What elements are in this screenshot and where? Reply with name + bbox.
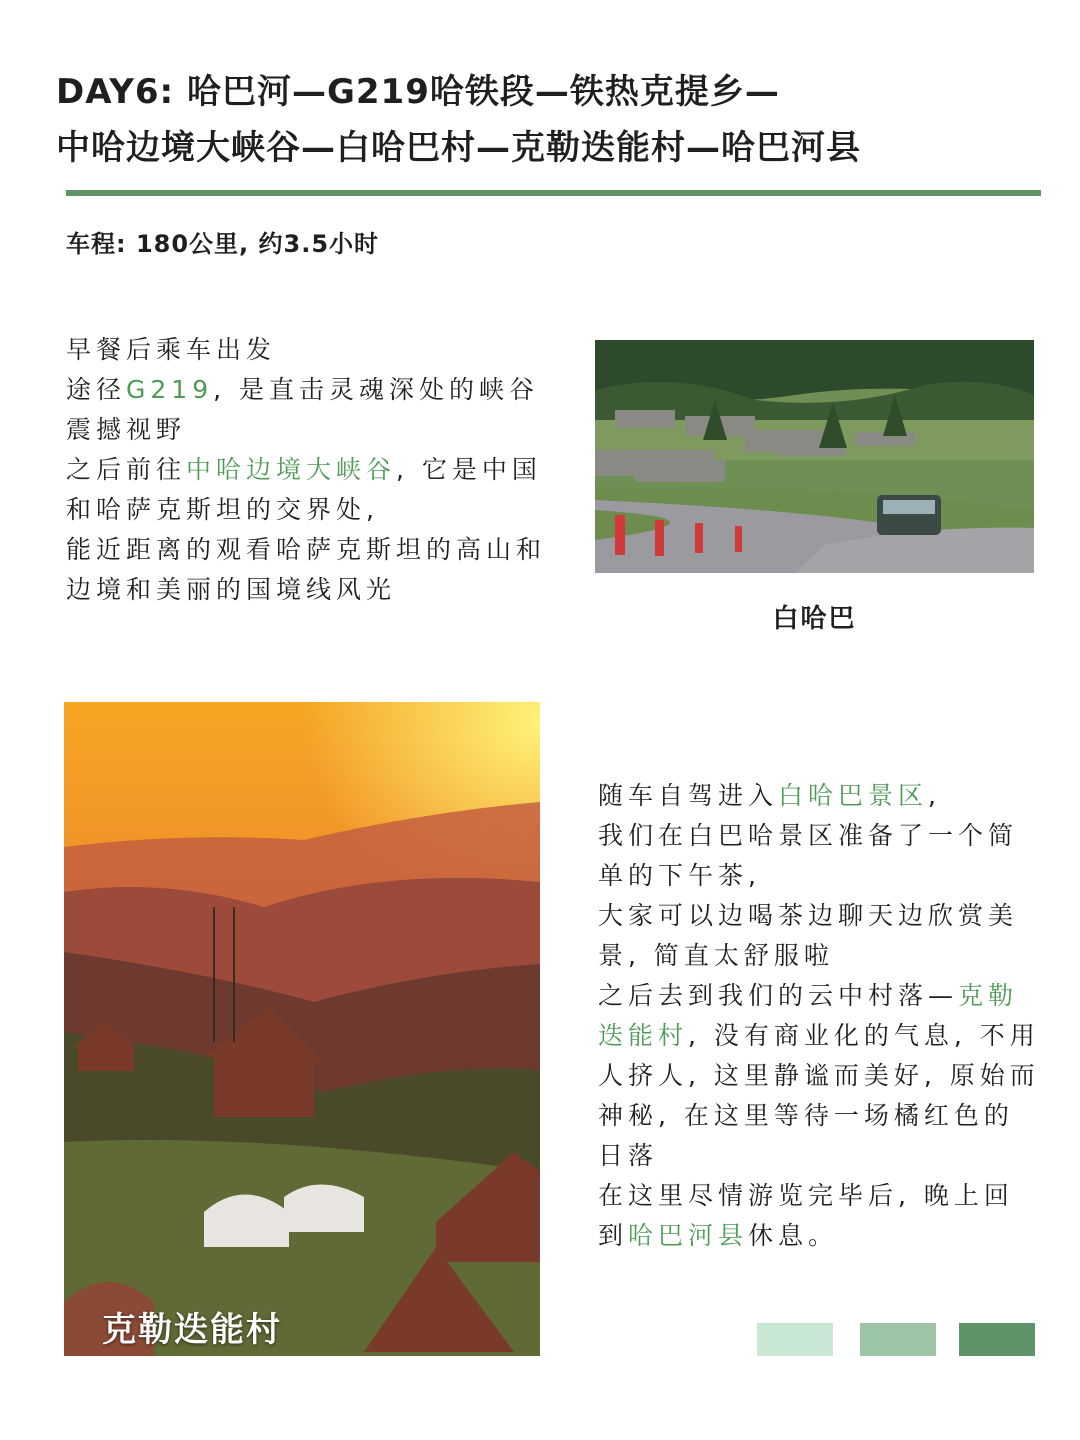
afternoon-line-2: 我们在白巴哈景区准备了一个简单的下午茶,	[598, 821, 1019, 890]
intro-line-3: 之后前往中哈边境大峡谷, 它是中国和哈萨克斯坦的交界处,	[66, 455, 542, 524]
color-swatch-light	[757, 1323, 833, 1356]
highlight-canyon: 中哈边境大峡谷	[186, 455, 397, 484]
photo-caption-kelediengneng: 克勒迭能村	[102, 1310, 282, 1350]
afternoon-line-4: 之后去到我们的云中村落—克勒迭能村, 没有商业化的气息, 不用人挤人, 这里静谧而美好, 原始而神秘, 在这里等待一场橘红色的日落	[598, 981, 1040, 1170]
kelediengneng-village-photo	[64, 702, 540, 1356]
photo-caption-baihaba: 白哈巴	[772, 604, 857, 634]
title-line-2: 中哈边境大峡谷—白哈巴村—克勒迭能村—哈巴河县	[56, 128, 861, 168]
intro-line-2: 途径G219, 是直击灵魂深处的峡谷震撼视野	[66, 375, 540, 444]
highlight-village: 克勒迭能村	[598, 981, 1019, 1050]
title-line-1: DAY6: 哈巴河—G219哈铁段—铁热克提乡—	[56, 72, 780, 112]
intro-line-1: 早餐后乘车出发	[66, 335, 277, 364]
page-title	[56, 64, 1046, 176]
highlight-baihaba-scenic: 白哈巴景区	[778, 781, 929, 810]
intro-line-4: 能近距离的观看哈萨克斯坦的高山和边境和美丽的国境线风光	[66, 535, 547, 604]
color-swatch-medium	[860, 1323, 936, 1356]
afternoon-line-5: 在这里尽情游览完毕后, 晚上回到哈巴河县休息。	[598, 1181, 1014, 1250]
afternoon-line-3: 大家可以边喝茶边聊天边欣赏美景, 简直太舒服啦	[598, 901, 1019, 970]
afternoon-line-1: 随车自驾进入白哈巴景区,	[598, 781, 941, 810]
color-swatch-dark	[959, 1323, 1035, 1356]
title-divider	[66, 190, 1041, 196]
highlight-county: 哈巴河县	[628, 1221, 749, 1250]
afternoon-paragraph	[598, 776, 1043, 1256]
intro-paragraph	[66, 330, 546, 610]
highlight-g219: G219	[126, 375, 214, 404]
baihaba-village-photo	[595, 340, 1034, 573]
drive-info: 车程: 180公里, 约3.5小时	[66, 230, 380, 258]
